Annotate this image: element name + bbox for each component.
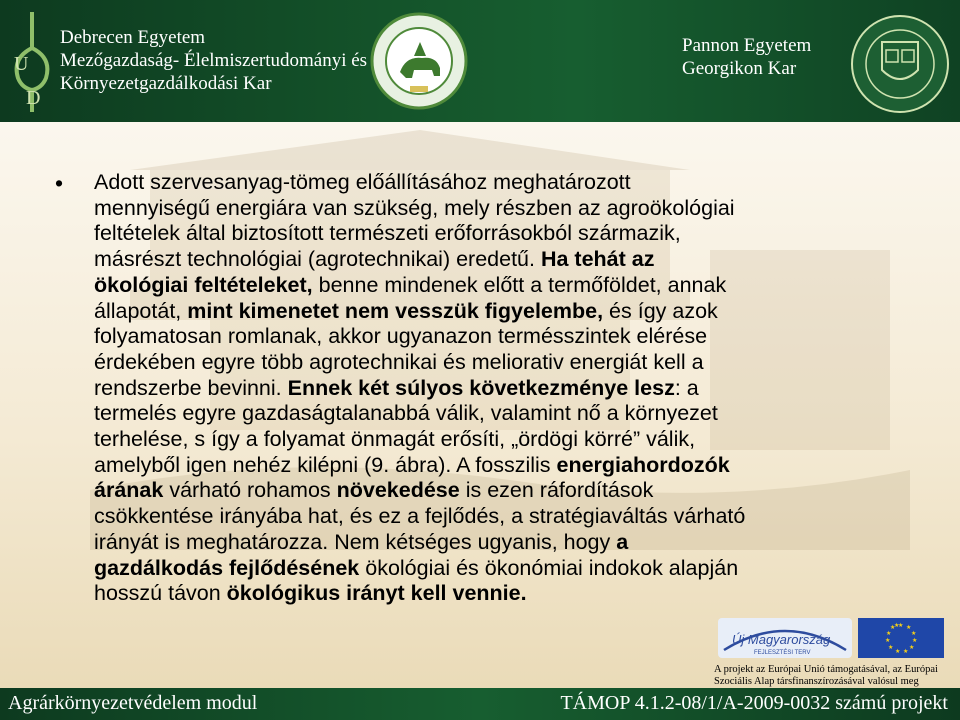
bold-text-run: Ennek két súlyos következménye lesz	[287, 375, 675, 400]
text-run: érdekében egyre több agrotechnikai és meliorativ energiát kell a	[94, 349, 704, 374]
pannon-crest-icon	[848, 12, 952, 116]
bold-text-run: energiahordozók	[556, 452, 730, 477]
body-paragraph	[94, 170, 909, 607]
text-run: amelyből igen nehéz kilépni (9. ábra). A fosszilis	[94, 452, 557, 477]
bold-text-run: a	[616, 529, 629, 554]
footer-band	[0, 688, 960, 720]
paragraph-line	[94, 581, 909, 607]
text-run: folyamatosan romlanak, akkor ugyanazon termésszintek elérése	[94, 324, 708, 349]
text-run: termelés egyre gazdaságtalanabbá válik, valamint nő a környezet	[94, 401, 718, 426]
svg-text:★: ★	[890, 624, 896, 631]
paragraph-line	[94, 427, 909, 453]
faculty-title-line: Környezetgazdálkodási Kar	[60, 73, 272, 94]
paragraph-line	[94, 221, 909, 247]
svg-text:★: ★	[903, 648, 909, 655]
text-run: másrészt technológiai (agrotechnikai) eredetű.	[94, 247, 541, 272]
paragraph-line	[94, 530, 909, 556]
debrecen-ud-logo-icon	[8, 8, 54, 116]
project-id: TÁMOP 4.1.2-08/1/A-2009-0032 számú projekt	[560, 692, 948, 714]
paragraph-line	[94, 401, 909, 427]
bold-text-run: ökológiai feltételeket,	[94, 272, 313, 297]
svg-text:★: ★	[895, 648, 901, 655]
paragraph-line	[94, 478, 909, 504]
paragraph-line	[94, 324, 909, 350]
paragraph-line	[94, 350, 909, 376]
uj-logo-title: Új Magyarország	[732, 632, 831, 647]
text-run: is ezen ráfordítások	[459, 478, 654, 503]
text-run: ökológiai és ökonómiai indokok alapján	[359, 555, 739, 580]
university-title-line: Georgikon Kar	[682, 58, 797, 79]
uj-magyarorszag-logo-icon	[718, 618, 852, 658]
svg-text:★: ★	[886, 630, 892, 637]
bold-text-run: gazdálkodás fejlődésének	[94, 555, 360, 580]
text-run: rendszerbe bevinni.	[94, 375, 288, 400]
svg-text:★: ★	[898, 622, 904, 629]
text-run: feltételek által biztosított természeti erőforrásokból származik,	[94, 221, 681, 246]
svg-text:U: U	[14, 53, 29, 75]
eu-flag-icon	[858, 618, 944, 658]
svg-text:★: ★	[906, 624, 912, 631]
module-name: Agrárkörnyezetvédelem modul	[8, 692, 258, 714]
paragraph-line	[94, 170, 909, 196]
svg-text:★: ★	[894, 622, 900, 629]
svg-text:★: ★	[885, 637, 891, 644]
text-run: hosszú távon	[94, 581, 227, 606]
paragraph-line	[94, 376, 909, 402]
bold-text-run: árának	[94, 478, 164, 503]
paragraph-line	[94, 504, 909, 530]
text-run: irányát is meghatározza. Nem kétséges ugyanis, hogy	[94, 529, 617, 554]
svg-text:★: ★	[912, 637, 918, 644]
bold-text-run: Ha tehát az	[540, 247, 655, 272]
paragraph-line	[94, 247, 909, 273]
bold-text-run: mint kimenetet nem vesszük figyelembe,	[187, 298, 604, 323]
eu-funding-note-line: A projekt az Európai Unió támogatásával, az Európai	[714, 664, 938, 675]
paragraph-line	[94, 196, 909, 222]
svg-text:★: ★	[888, 644, 894, 651]
university-title	[682, 34, 811, 80]
text-run: várható rohamos	[163, 478, 337, 503]
paragraph-line	[94, 556, 909, 582]
text-run: benne mindenek előtt a termőföldet, annak	[312, 272, 727, 297]
text-run: állapotát,	[94, 298, 188, 323]
text-run: mennyiségű energiára van szükség, mely részben az agroökológiai	[94, 195, 735, 220]
svg-text:★: ★	[911, 630, 917, 637]
svg-text:★: ★	[909, 644, 915, 651]
uj-magyarorszag-logo	[718, 618, 852, 658]
svg-text:D: D	[26, 87, 41, 109]
text-run: terhelése, s így a folyamat önmagát erősíti, „ördögi körré” válik,	[94, 427, 696, 452]
university-title-line: Pannon Egyetem	[682, 35, 812, 56]
paragraph-line	[94, 453, 909, 479]
bold-text-run: ökológikus irányt kell vennie.	[226, 581, 527, 606]
text-run: : a	[674, 375, 699, 400]
faculty-seal-icon	[370, 12, 468, 110]
header-band	[0, 0, 960, 122]
bullet-marker: •	[55, 170, 64, 196]
bold-text-run: növekedése	[336, 478, 460, 503]
eu-funding-note-line: Szociális Alap társfinanszírozásával valósul meg	[714, 676, 919, 687]
faculty-title-line: Mezőgazdaság- Élelmiszertudományi és	[60, 50, 368, 71]
eu-flag	[858, 618, 944, 658]
paragraph-line	[94, 299, 909, 325]
text-run: csökkentése irányába hat, és ez a fejlődés, a stratégiaváltás várható	[94, 504, 746, 529]
paragraph-line	[94, 273, 909, 299]
faculty-title	[60, 26, 367, 95]
uj-logo-subtitle: FEJLESZTÉSI TERV	[754, 650, 811, 656]
eu-funding-note	[714, 664, 954, 688]
faculty-title-line: Debrecen Egyetem	[60, 27, 206, 48]
text-run: Adott szervesanyag-tömeg előállításához meghatározott	[94, 170, 631, 194]
text-run: és így azok	[603, 298, 718, 323]
